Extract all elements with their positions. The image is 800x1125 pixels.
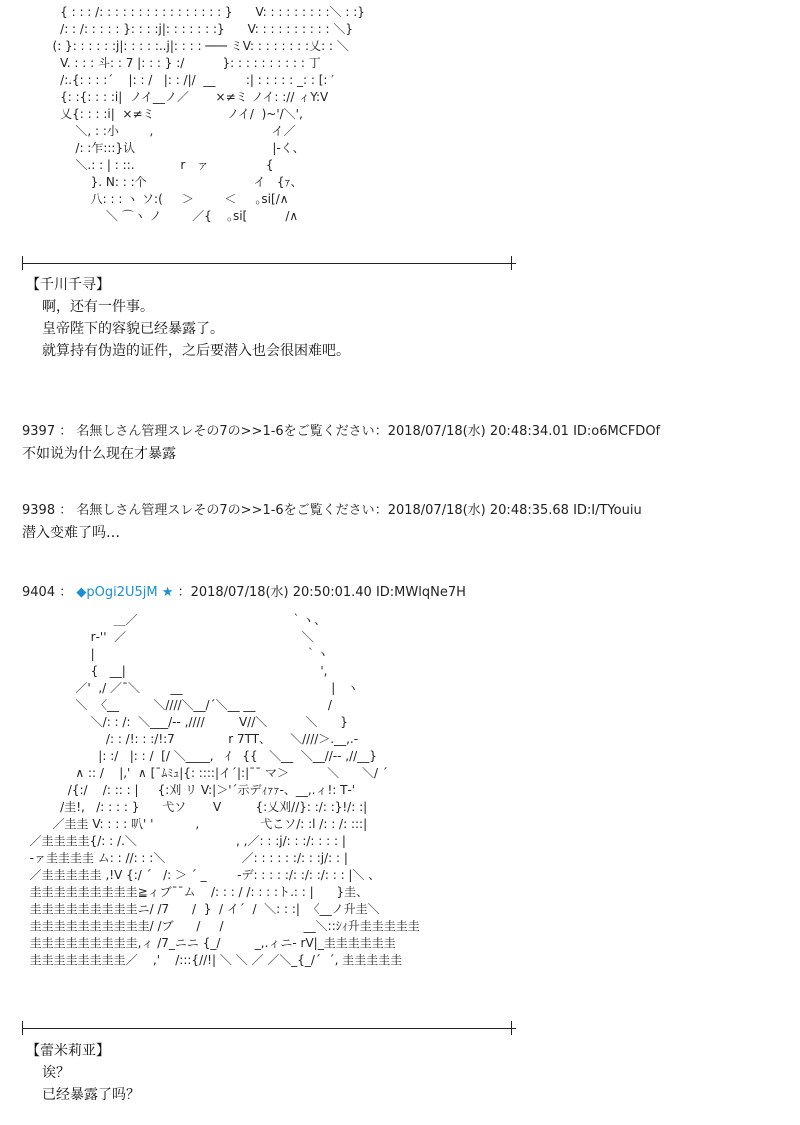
ascii-art-line: {: :{: : : :i| ノイ__ノ／ ×≠ミ ノイ: :// ィY:V <box>22 90 329 104</box>
ascii-art-line: V. : : : 斗: : 7 |: : : } :/ }: : : : : : : : : : 丁 <box>22 56 321 70</box>
ascii-art-line: /圭!, /: : : : } 弋ソ V {:乂刈//}: :/: :}!/: :| <box>22 800 368 814</box>
post-author: 名無しさん管理スレその7の>>1-6をご覧ください <box>76 424 375 439</box>
divider-tick-left <box>22 1021 23 1035</box>
speaker-name: 【蕾米莉亚】 <box>26 1043 110 1059</box>
post-number[interactable]: 9398 <box>22 503 56 518</box>
dialogue-block-chihiro <box>26 274 350 362</box>
ascii-art-line: 圭圭圭圭圭圭圭圭圭圭/ /ブ / / __＼::ｼｨ升圭圭圭圭圭 <box>22 919 420 933</box>
ascii-art-line: /: : /: : : : : }: : : :j|: : : : : : :} V: : : : : : : : : : ＼} <box>22 22 354 36</box>
ascii-art-line: }. N: : :个 イ {ｧ、 <box>22 175 303 189</box>
ascii-art-line: /: : /!: : :/!:7 r 7TT、 ＼////＞.__,.‐ <box>22 732 359 746</box>
ascii-art-line: { : : : /: : : : : : : : : : : : : : : : } V: : : : : : : : :＼ : :} <box>22 5 365 19</box>
post-date-id: ：2018/07/18(水) 20:48:34.01 ID:o6MCFDOf <box>374 424 661 439</box>
ascii-art-line: ＿／ ｀ヽ、 <box>22 613 327 627</box>
ascii-art-line: r‐'' ／ ＼ <box>22 630 314 644</box>
ascii-art-remilia <box>22 612 420 969</box>
scene-divider <box>22 263 516 264</box>
scene-divider <box>22 1028 516 1029</box>
ascii-art-line: /: :乍:::}认 |-く、 <box>22 141 305 155</box>
post-author-trip: ◆pOgi2U5jM <box>76 585 158 600</box>
ascii-art-line: ／' ,/ ／¯＼ __ | ヽ <box>22 681 359 695</box>
post-header <box>22 502 642 520</box>
ascii-art-line: ＼, : :小 , イ／ <box>22 124 296 138</box>
dialogue-line: 已经暴露了吗？ <box>42 1087 140 1103</box>
ascii-art-line: ＼ 〈__ ＼////＼__/´＼__ __ / <box>22 698 332 712</box>
ascii-art-line: ／圭圭圭圭圭 ,!V {:/ ´ /: ＞ ´ _ ‐デ: : : : :/: :/: :/: : : |＼ 、 <box>22 868 381 882</box>
ascii-art-line: 圭圭圭圭圭圭圭圭圭ニ/ /7 / } / イ´ / ＼: : :| 〈__ノ升圭＼ <box>22 902 380 916</box>
post-date-id: ：2018/07/18(水) 20:48:35.68 ID:I/TYouiu <box>374 503 642 518</box>
ascii-art-line: 圭圭圭圭圭圭圭圭／ ,' /:::{//!| ＼ ＼ ／ ／＼_{_/´ ´, 圭圭圭圭圭 <box>22 953 403 967</box>
post-body: 潜入变难了吗… <box>22 525 120 541</box>
ascii-art-line: ＼.: : | : ::. r ァ { <box>22 158 274 172</box>
ascii-art-line: |: :/ |: : / [/ ＼____, ｲ {{ ＼__ ＼__//‐‐ ,//__} <box>22 749 377 763</box>
post-date-id: ：2018/07/18(水) 20:50:01.40 ID:MWlqNe7H <box>177 585 466 600</box>
divider-tick-left <box>22 256 23 270</box>
divider-tick-right <box>511 1021 512 1035</box>
post-header <box>22 423 660 441</box>
ascii-art-line: 乂{: : : :i| ×≠ミ ノイ/ )~'/＼', <box>22 107 303 121</box>
star-icon: ★ <box>161 585 174 600</box>
ascii-art-line: ／圭圭圭圭{/: : /.＼ , ,／: : :j/: : :/: : : : | <box>22 834 346 848</box>
post-number[interactable]: 9404 <box>22 585 56 600</box>
ascii-art-chihiro <box>22 4 365 225</box>
speaker-name: 【千川千寻】 <box>26 277 110 293</box>
dialogue-line: 就算持有伪造的证件，之后要潜入也会很困难吧。 <box>42 343 350 359</box>
ascii-art-line: ‐ァ圭圭圭圭 ム: : //: : :＼ ／: : : : : :/: : :j/: : | <box>22 851 348 865</box>
post-header <box>22 584 466 602</box>
ascii-art-line: ＼ ⌒ヽ ノ ／{ ｡si[ /∧ <box>22 209 299 223</box>
post-body: 不如说为什么现在才暴露 <box>22 446 176 462</box>
post-number[interactable]: 9397 <box>22 424 56 439</box>
post-separator: ： <box>59 424 73 439</box>
dialogue-line: 诶？ <box>42 1065 70 1081</box>
ascii-art-line: | ｀ヽ <box>22 647 329 661</box>
ascii-art-line: /:.{: : : :´ |: : / |: : /|/ __ :| : : : : : _: : [: ′ <box>22 73 334 87</box>
ascii-art-line: (: }: : : : : :j|: : : : :..j|: : : : ─── ミV: : : : : : : :乂: : ＼ <box>22 39 349 53</box>
ascii-art-line: { __| ', <box>22 664 328 678</box>
ascii-art-line: ∧ :: / |,' ∧ [¯ﾑﾐｭ|{: ::::|イ´|:|¯¯ マ＞ ＼ ＼/ ´ <box>22 766 388 780</box>
ascii-art-line: 圭圭圭圭圭圭圭圭圭≧ィブ¯¯ム /: : : / /: : : :ト.: : | }圭、 <box>22 885 369 899</box>
dialogue-block-remilia <box>26 1040 140 1106</box>
ascii-art-line: 圭圭圭圭圭圭圭圭圭,ィ /7_ニニ {_/ _,.ィニ‐ rV|_圭圭圭圭圭圭 <box>22 936 396 950</box>
ascii-art-line: 八: : : ヽ ソ:( ＞ ＜ ｡si[/∧ <box>22 192 289 206</box>
ascii-art-line: ／圭圭 V: : : : 叭' ' , 弋こソ/: :l /: : /: :::| <box>22 817 368 831</box>
dialogue-line: 皇帝陛下的容貌已经暴露了。 <box>42 321 224 337</box>
post-separator: ： <box>59 585 73 600</box>
dialogue-line: 啊，还有一件事。 <box>42 299 154 315</box>
post-author: 名無しさん管理スレその7の>>1-6をご覧ください <box>76 503 375 518</box>
ascii-art-line: /{:/ /: :: : | {:刈 リ V:|＞'´示デｨｧｧ‐、__,.ィ!: T‐' <box>22 783 356 797</box>
divider-tick-right <box>511 256 512 270</box>
ascii-art-line: ＼/: : /: ＼___/‐‐ ,//// V//＼ ＼ } <box>22 715 348 729</box>
post-separator: ： <box>59 503 73 518</box>
